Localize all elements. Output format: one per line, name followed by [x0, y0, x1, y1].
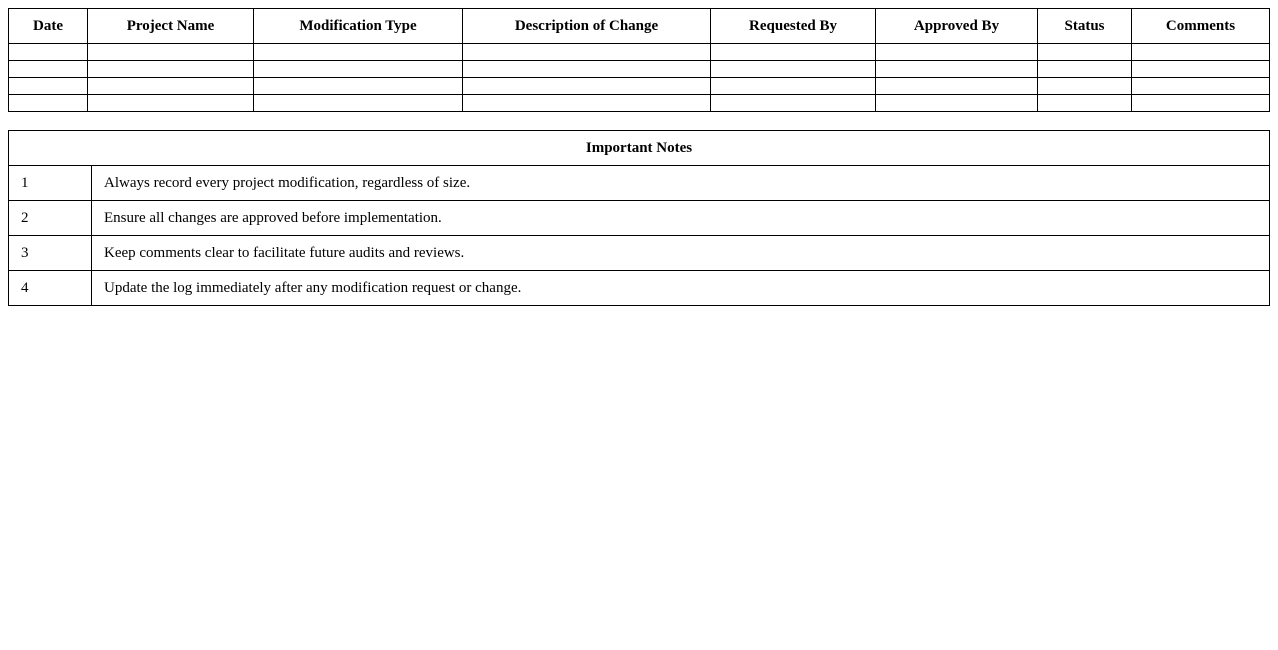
log-cell[interactable] [711, 61, 876, 78]
log-cell[interactable] [1132, 95, 1270, 112]
note-row [9, 236, 1270, 271]
log-row [9, 61, 1270, 78]
note-row [9, 201, 1270, 236]
note-number: 1 [9, 166, 92, 201]
log-cell[interactable] [711, 78, 876, 95]
log-cell[interactable] [1038, 61, 1132, 78]
log-header-row [9, 9, 1270, 44]
header-date: Date [9, 9, 88, 44]
note-text: Keep comments clear to facilitate future audits and reviews. [92, 236, 1270, 271]
log-cell[interactable] [463, 95, 711, 112]
log-cell[interactable] [876, 61, 1038, 78]
header-comments: Comments [1132, 9, 1270, 44]
log-cell[interactable] [88, 61, 254, 78]
log-cell[interactable] [1132, 78, 1270, 95]
header-status: Status [1038, 9, 1132, 44]
header-description: Description of Change [463, 9, 711, 44]
log-cell[interactable] [463, 44, 711, 61]
log-cell[interactable] [254, 95, 463, 112]
log-row [9, 95, 1270, 112]
log-cell[interactable] [9, 95, 88, 112]
log-row [9, 44, 1270, 61]
note-number: 3 [9, 236, 92, 271]
header-requested-by: Requested By [711, 9, 876, 44]
log-cell[interactable] [711, 44, 876, 61]
notes-title: Important Notes [9, 131, 1270, 166]
log-cell[interactable] [463, 78, 711, 95]
header-approved-by: Approved By [876, 9, 1038, 44]
log-cell[interactable] [1132, 44, 1270, 61]
log-cell[interactable] [1038, 95, 1132, 112]
log-cell[interactable] [463, 61, 711, 78]
log-cell[interactable] [9, 78, 88, 95]
log-row [9, 78, 1270, 95]
log-cell[interactable] [876, 44, 1038, 61]
log-cell[interactable] [9, 61, 88, 78]
log-cell[interactable] [88, 44, 254, 61]
log-cell[interactable] [1038, 44, 1132, 61]
note-text: Update the log immediately after any modification request or change. [92, 271, 1270, 306]
log-cell[interactable] [1132, 61, 1270, 78]
note-number: 2 [9, 201, 92, 236]
header-modification-type: Modification Type [254, 9, 463, 44]
log-cell[interactable] [711, 95, 876, 112]
log-cell[interactable] [9, 44, 88, 61]
note-row [9, 166, 1270, 201]
log-cell[interactable] [876, 78, 1038, 95]
log-cell[interactable] [88, 95, 254, 112]
important-notes-table [8, 130, 1270, 306]
log-cell[interactable] [88, 78, 254, 95]
modification-log-table [8, 8, 1270, 112]
note-number: 4 [9, 271, 92, 306]
log-cell[interactable] [254, 61, 463, 78]
note-text: Always record every project modification, regardless of size. [92, 166, 1270, 201]
note-text: Ensure all changes are approved before implementation. [92, 201, 1270, 236]
log-cell[interactable] [254, 78, 463, 95]
note-row [9, 271, 1270, 306]
log-cell[interactable] [1038, 78, 1132, 95]
header-project-name: Project Name [88, 9, 254, 44]
log-cell[interactable] [254, 44, 463, 61]
log-cell[interactable] [876, 95, 1038, 112]
